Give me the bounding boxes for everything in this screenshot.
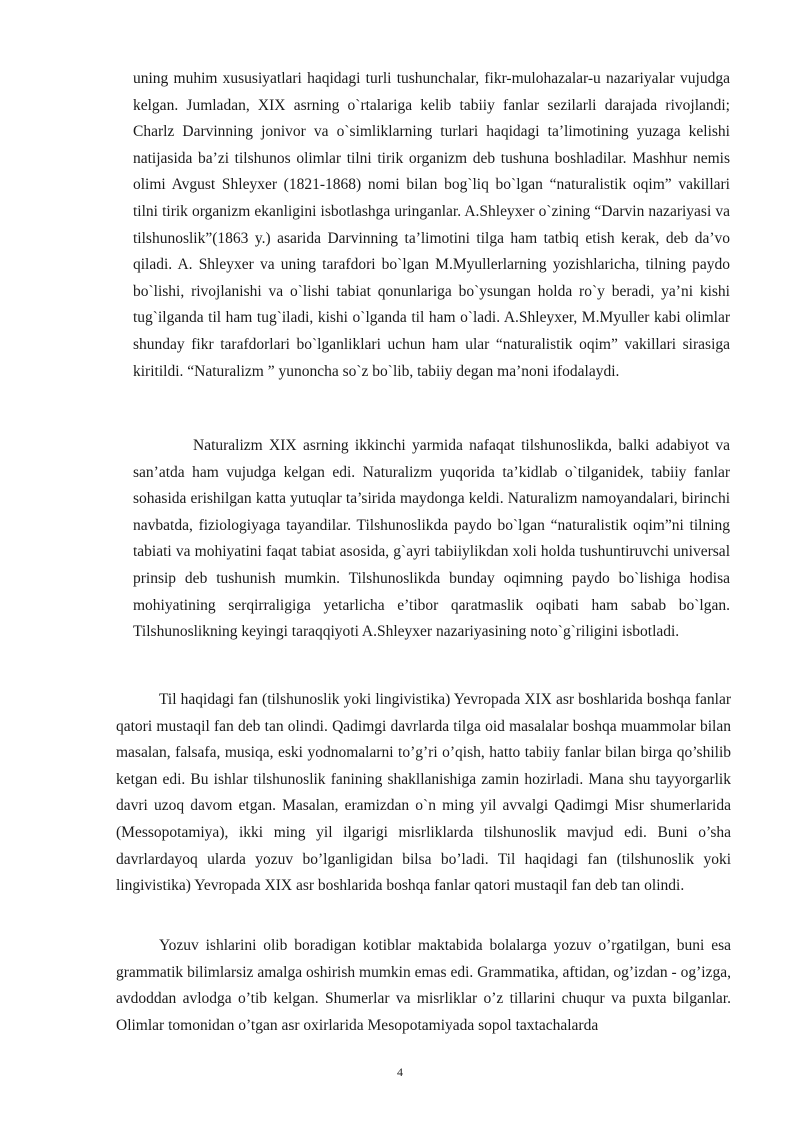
paragraph-linguistics-history: Til haqidagi fan (tilshunoslik yoki lingivistika) Yevropada XIX asr boshlarida boshqa fanlar qatori mustaqil fan deb tan olindi. Qadimgi davrlarda tilga oid masalalar boshqa muammolar bilan masalan, falsafa, musiqa, eski yodnomalarni to’g’ri o’qish, hatto tabiiy fanlar bilan birga qo’shilib ketgan edi. Bu ishlar tilshunoslik fanining shakllanishiga zamin hozirladi. Mana shu tayyorgarlik davri uzoq davom etgan. Masalan, eramizdan o`n ming yil avvalgi Qadimgi Misr shumerlarida (Messopotamiya), ikki ming yil ilgarigi misrliklarda tilshunoslik mavjud edi. Buni o’sha davrlardayoq ularda yozuv bo’lganligidan bilsa bo’ladi. Til haqidagi fan (tilshunoslik yoki lingivistika) Yevropada XIX asr boshlarida boshqa fanlar qatori mustaqil fan deb tan olindi.: [116, 691, 731, 895]
paragraph-naturalism-overview: Naturalizm XIX asrning ikkinchi yarmida nafaqat tilshunoslikda, balki adabiyot va san’atda ham vujudga kelgan edi. Naturalizm yuqorida ta’kidlab o`tilganidek, tabiiy fanlar sohasida erishilgan katta yutuqlar ta’sirida maydonga keldi. Naturalizm namoyandalari, birinchi navbatda, fiziologiyaga tayandilar. Tilshunoslikda paydo bo`lgan “naturalistik oqim”ni tilning tabiati va mohiyatini faqat tabiat asosida, g`ayri tabiiylikdan xoli holda tushuntiruvchi universal prinsip deb tushunish mumkin. Tilshunoslikda bunday oqimning paydo bo`lishiga hodisa mohiyatining serqirraligiga yetarlicha e’tibor qaratmaslik oqibati ham sabab bo`lgan. Tilshunoslikning keyingi taraqqiyoti A.Shleyxer nazariyasining noto`g`riligini isbotladi.: [133, 437, 730, 641]
paragraph-scribe-schools: Yozuv ishlarini olib boradigan kotiblar maktabida bolalarga yozuv o’rgatilgan, buni esa grammatik bilimlarsiz amalga oshirish mumkin emas edi. Grammatika, aftidan, og’izdan - og’izga, avdoddan avlodga o’tib kelgan. Shumerlar va misrliklar o’z tillarini chuqur va puxta bilganlar. Olimlar tomonidan o’tgan asr oxirlarida Mesopotamiyada sopol taxtachalarda: [116, 937, 731, 1034]
page-number: 4: [397, 1065, 403, 1079]
paragraph-naturalism-intro: uning muhim xususiyatlari haqidagi turli tushunchalar, fikr-mulohazalar-u nazariyalar vujudga kelgan. Jumladan, XIX asrning o`rtalariga kelib tabiiy fanlar sezilarli darajada rivojlandi; Charlz Darvinning jonivor va o`simliklarning turlari haqidagi ta’limotining yuzaga kelishi natijasida ba’zi tilshunos olimlar tilni tirik organizm deb tushuna boshladilar. Mashhur nemis olimi Avgust Shleyxer (1821-1868) nomi bilan bog`liq bo`lgan “naturalistik oqim” vakillari tilni tirik organizm ekanligini isbotlashga uringanlar. A.Shleyxer o`zining “Darvin nazariyasi va tilshunoslik”(1863 y.) asarida Darvinning ta’limotini tilga ham tatbiq etish kerak, deb da’vo qiladi. A. Shleyxer va uning tarafdori bo`lgan M.Myullerlarning yozishlaricha, tilning paydo bo`lishi, rivojlanishi va o`lishi tabiat qonunlariga bo`ysungan holda ro`y beradi, ya’ni kishi tug`ilganda til ham tug`iladi, kishi o`lganda til ham o`ladi. A.Shleyxer, M.Myuller kabi olimlar shunday fikr tarafdorlari bo`lganliklari uchun ham ular “naturalistik oqim” vakillari sirasiga kiritildi. “Naturalizm ” yunoncha so`z bo`lib, tabiiy degan ma’noni ifodalaydi.: [133, 70, 730, 380]
